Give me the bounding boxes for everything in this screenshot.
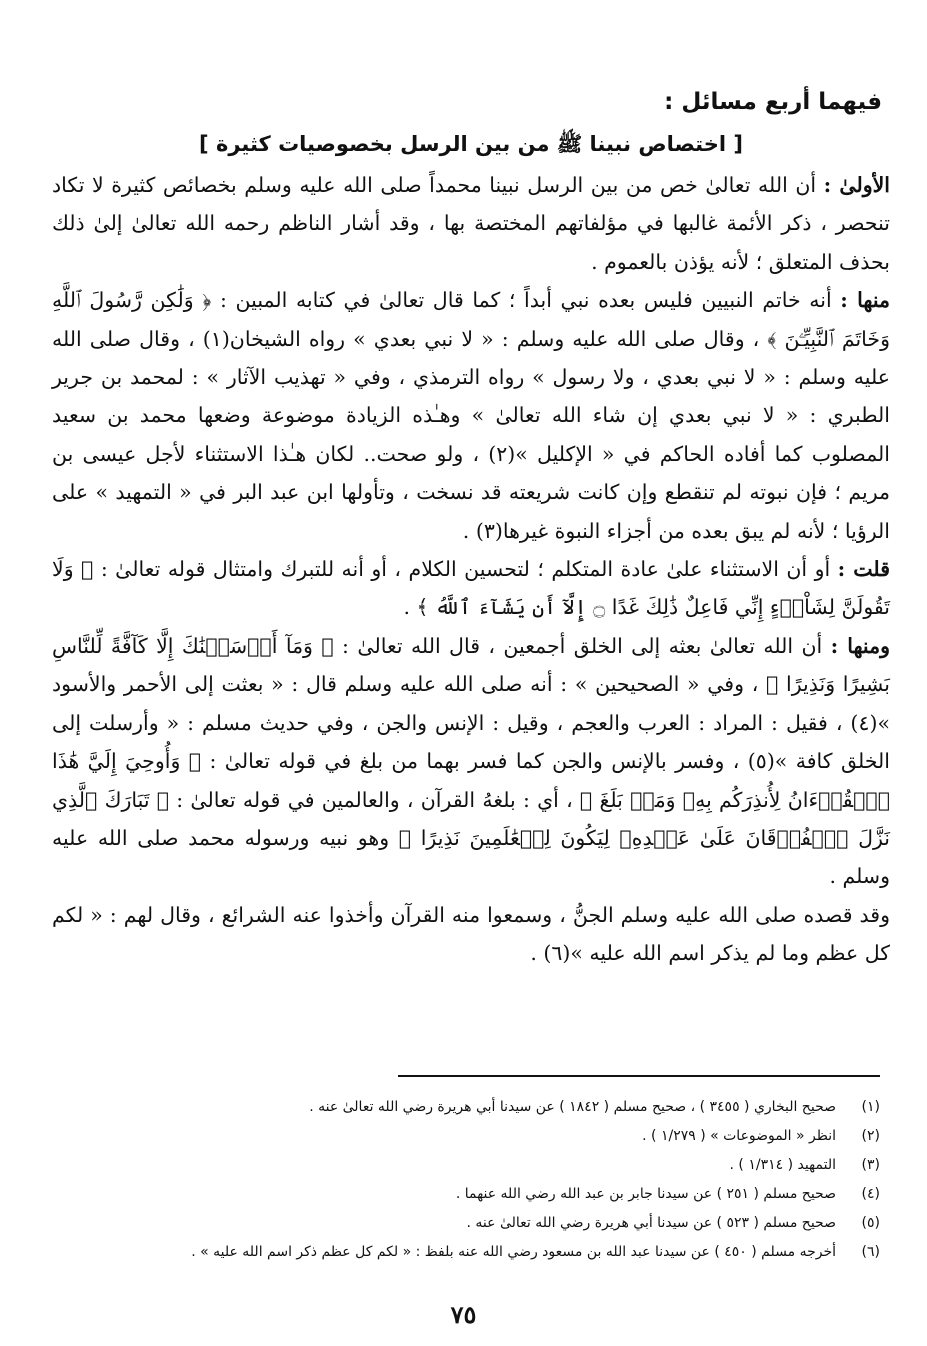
footnote-item <box>90 1209 880 1238</box>
footnote-item <box>90 1151 880 1180</box>
footnote-number: (٢) <box>861 1128 880 1144</box>
paragraph-text: أو أن الاستثناء علىٰ عادة المتكلم ؛ لتحسين الكلام ، أو أنه للتبرك وامتثال قوله تعالىٰ : ﴿ وَلَا تَقُولَنَّ لِشَاْىۡءٍ إِنِّي فَاعِلٌ ذَٰلِكَ غَدًا ۝ إِلَّآ أَن يَشَآءَ ٱللَّهُ ﴾ . <box>52 557 890 620</box>
footnote-number: (٣) <box>861 1157 880 1173</box>
footnote-item <box>90 1180 880 1209</box>
footnote-item <box>90 1238 880 1267</box>
paragraph-lead: ومنها : <box>830 633 890 658</box>
paragraph-seal-of-prophets <box>52 281 890 550</box>
footnote-number: (٦) <box>861 1244 880 1260</box>
footnote-text: صحيح مسلم ( ٥٢٣ ) عن سيدنا أبي هريرة رضي الله تعالىٰ عنه . <box>466 1215 836 1231</box>
paragraph-jinn <box>52 896 890 973</box>
paragraph-text: وقد قصده صلى الله عليه وسلم الجنُّ ، وسمعوا منه القرآن وأخذوا عنه الشرائع ، وقال لهم : « لكم كل عظم وما لم يذكر اسم الله عليه »(٦) . <box>52 902 890 966</box>
footnote-divider <box>398 1075 880 1077</box>
footnote-text: انظر « الموضوعات » ( ١/٢٧٩ ) . <box>642 1128 836 1144</box>
footnote-text: صحيح مسلم ( ٢٥١ ) عن سيدنا جابر بن عبد الله رضي الله عنهما . <box>455 1186 836 1202</box>
paragraph-text: أنه خاتم النبيين فليس بعده نبي أبداً ؛ كما قال تعالىٰ في كتابه المبين : ﴿ وَلَٰكِن رَّسُولَ ٱللَّهِ وَخَاتَمَ ٱلنَّبِيِّـۧنَ ﴾ ، وقال صلى الله عليه وسلم : « لا نبي بعدي » رواه الشيخان(١) ، وقال صلى الله عليه وسلم : « لا نبي بعدي ، ولا رسول » رواه الترمذي ، وفي « تهذيب الآثار » : لمحمد بن جرير الطبري : « لا نبي بعدي إن شاء الله تعالىٰ » وهـٰذه الزيادة موضوعة وضعها محمد بن سعيد المصلوب كما أفاده الحاكم في « الإكليل »(٢) ، ولو صحت.. لكان هـٰذا الاستثناء لأجل عيسى بن مريم ؛ فإن نبوته لم تنقطع وإن كانت شريعته قد نسخت ، وتأولها ابن عبد البر في « التمهيد » على الرؤيا ؛ لأنه لم يبق بعده من أجزاء النبوة غيرها(٣) . <box>52 288 890 543</box>
paragraph-first <box>52 166 890 281</box>
footnote-text: صحيح البخاري ( ٣٤٥٥ ) ، صحيح مسلم ( ١٨٤٢ ) عن سيدنا أبي هريرة رضي الله تعالىٰ عنه . <box>309 1099 836 1115</box>
intro-line: فيهما أربع مسائل : <box>664 89 882 115</box>
footnote-number: (١) <box>861 1099 880 1115</box>
footnotes <box>90 1093 880 1267</box>
footnote-number: (٤) <box>861 1186 880 1202</box>
page-number: ٧٥ <box>450 1300 477 1329</box>
paragraph-text: أن الله تعالىٰ خص من بين الرسل نبينا محمداً صلى الله عليه وسلم بخصائص كثيرة لا تكاد تنحصر ، ذكر الأئمة غالبها في مؤلفاتهم المختصة بها ، وقد أشار الناظم رحمه الله تعالىٰ إلىٰ ذلك بحذف المتعلق ؛ لأنه يؤذن بالعموم . <box>52 173 890 274</box>
footnote-item <box>90 1122 880 1151</box>
page-body <box>52 84 890 973</box>
section-heading: [ اختصاص نبينا ﷺ من بين الرسل بخصوصيات كثيرة ] <box>199 132 743 156</box>
paragraph-lead: منها : <box>840 288 890 313</box>
footnote-text: أخرجه مسلم ( ٤٥٠ ) عن سيدنا عبد الله بن مسعود رضي الله عنه بلفظ : « لكم كل عظم ذكر اسم الله عليه » . <box>191 1244 836 1260</box>
paragraph-lead: الأولىٰ : <box>823 173 890 197</box>
footnote-item <box>90 1093 880 1122</box>
paragraph-note <box>52 550 890 627</box>
footnote-number: (٥) <box>861 1215 880 1231</box>
paragraph-sent-to-all <box>52 627 890 896</box>
footnote-text: التمهيد ( ١/٣١٤ ) . <box>729 1157 836 1173</box>
paragraph-text: أن الله تعالىٰ بعثه إلى الخلق أجمعين ، قال الله تعالىٰ : ﴿ وَمَآ أَرۡسَلۡنَٰكَ إِلَّا كَآفَّةً لِّلنَّاسِ بَشِيرًا وَنَذِيرًا ﴾ ، وفي « الصحيحين » : أنه صلى الله عليه وسلم قال : « بعثت إلى الأحمر والأسود »(٤) ، فقيل : المراد : العرب والعجم ، وقيل : الإنس والجن ، وفي حديث مسلم : « وأرسلت إلى الخلق كافة »(٥) ، وفسر بالإنس والجن كما فسر بهما من بلغ في قوله تعالىٰ : ﴿ وَأُوحِيَ إِلَيَّ هَٰذَا ٱلۡقُرۡءَانُ لِأُنذِرَكُم بِهِۦ وَمَنۢ بَلَغَ ﴾ ، أي : بلغهُ القرآن ، والعالمين في قوله تعالىٰ : ﴿ تَبَارَكَ ٱلَّذِي نَزَّلَ ٱلۡفُرۡقَانَ عَلَىٰ عَبۡدِهِۦ لِيَكُونَ لِلۡعَٰلَمِينَ نَذِيرًا ﴾ وهو نبيه ورسوله محمد صلى الله عليه وسلم . <box>52 633 891 889</box>
paragraph-lead: قلت : <box>837 557 891 582</box>
